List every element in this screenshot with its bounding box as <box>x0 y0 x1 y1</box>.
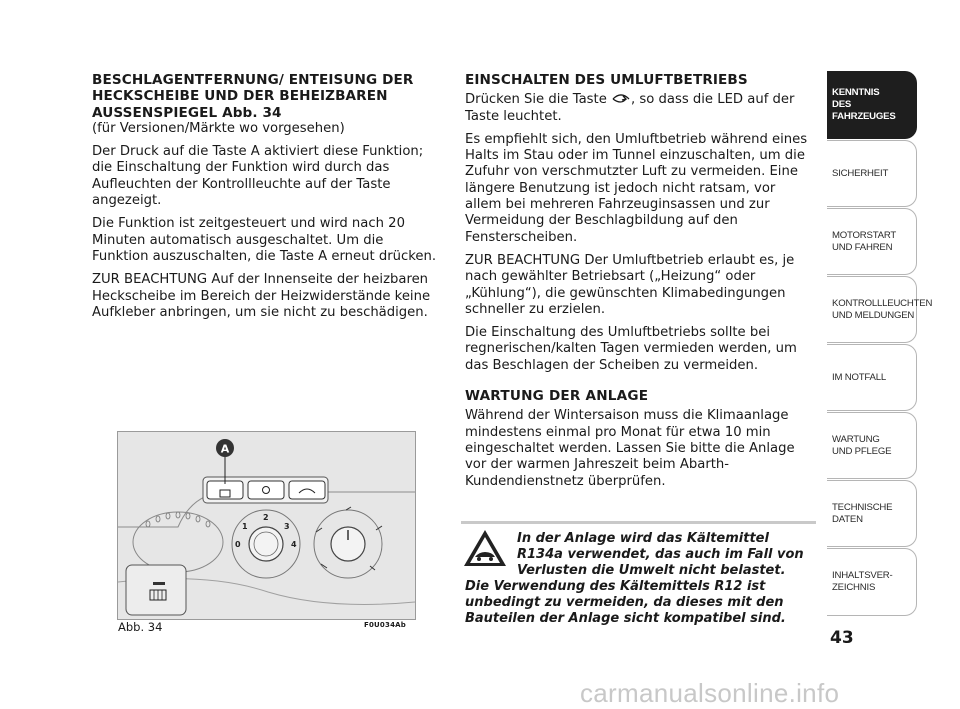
climate-panel-illustration <box>118 432 415 619</box>
warning-text-first: In der Anlage wird das Kältemittel R134a verwendet, das auch im Fall von Verlusten die Umwelt nicht belastet. <box>517 531 804 578</box>
tab-im-notfall[interactable]: IM NOTFALL <box>827 344 917 411</box>
recirculation-paragraph-4: Die Einschaltung des Umluftbetriebs sollte bei regnerischen/kalten Tagen vermieden werden, um das Beschlagen der Scheiben zu vermeiden. <box>465 325 797 373</box>
tab-kenntnis[interactable]: KENNTNIS DES FAHRZEUGES <box>827 71 917 139</box>
defrost-paragraph-3: ZUR BEACHTUNG Auf der Innenseite der heizbaren Heckscheibe im Bereich der Heizwiderstände keine Aufkleber anbringen, um sie nicht zu beschädigen. <box>92 272 431 320</box>
recirculation-heading: EINSCHALTEN DES UMLUFTBETRIEBS <box>465 72 748 88</box>
defrost-subheading: (für Versionen/Märkte wo vorgesehen) <box>92 120 345 136</box>
defrost-heading: BESCHLAGENTFERNUNG/ ENTEISUNG DER HECKSCHEIBE UND DER BEHEIZBAREN AUSSENSPIEGEL Abb. 34 <box>92 72 414 121</box>
recirculation-paragraph-2: Es empfiehlt sich, den Umluftbetrieb während eines Halts im Stau oder im Tunnel einzuschalten, um die Zufuhr von verschmutzter Luft zu vermeiden. Eine längere Benutzung ist jedoch nicht ratsam, vor allem bei mehreren Fahrzeuginsassen und zur Vermeidung der Beschlagbildung auf den Fensterscheiben. <box>465 131 808 245</box>
defrost-paragraph-2: Die Funktion ist zeitgesteuert und wird nach 20 Minuten automatisch ausgeschaltet. Um die Funktion auszuschalten, die Taste A erneut drücken. <box>92 216 437 264</box>
fan-dial-number-2: 2 <box>263 513 269 522</box>
callout-label-a: A <box>220 442 230 456</box>
left-column <box>92 72 444 328</box>
tab-inhaltsverzeichnis[interactable]: INHALTSVER- ZEICHNIS <box>827 548 917 616</box>
tab-technische-daten[interactable]: TECHNISCHE DATEN <box>827 480 917 547</box>
right-column <box>465 72 815 497</box>
warning-divider <box>461 521 816 524</box>
climate-panel-figure <box>117 431 416 620</box>
tab-motorstart[interactable]: MOTORSTART UND FAHREN <box>827 208 917 275</box>
warning-text-rest: Die Verwendung des Kältemittels R12 ist unbedingt zu vermeiden, da dieses mit den Bauteilen der Anlage sicht kompatibel sind. <box>465 579 786 626</box>
recirculation-paragraph-1: Drücken Sie die Taste , so dass die LED auf der Taste leuchtet. <box>465 92 795 124</box>
recirculation-icon <box>611 93 631 104</box>
fan-dial-number-0: 0 <box>235 540 241 549</box>
defrost-paragraph-1: Der Druck auf die Taste A aktiviert diese Funktion; die Einschaltung der Funktion wird durch das Aufleuchten der Kontrollleuchte auf der Taste angezeigt. <box>92 144 424 209</box>
fan-dial-number-1: 1 <box>242 522 248 531</box>
maintenance-heading: WARTUNG DER ANLAGE <box>465 388 649 405</box>
figure-code: F0U034Ab <box>364 621 406 629</box>
warning-text <box>465 531 817 627</box>
figure-caption: Abb. 34 <box>118 620 163 634</box>
maintenance-paragraph: Während der Wintersaison muss die Klimaanlage mindestens einmal pro Monat für etwa 10 min eingeschaltet werden. Lassen Sie bitte die Anlage vor der warmen Jahreszeit beim Abarth-Kundendienstnetz überprüfen. <box>465 408 795 489</box>
watermark: carmanualsonline.info <box>580 678 840 708</box>
fan-dial-number-4: 4 <box>291 540 297 549</box>
tab-kontrollleuchten[interactable]: KONTROLLLEUCHTEN UND MELDUNGEN <box>827 276 917 343</box>
tab-wartung[interactable]: WARTUNG UND PFLEGE <box>827 412 917 479</box>
recirculation-paragraph-3: ZUR BEACHTUNG Der Umluftbetrieb erlaubt es, je nach gewählter Betriebsart („Heizung“ oder „Kühlung“), die gewünschten Klimabedingungen schneller zu erzielen. <box>465 252 795 317</box>
fan-dial-number-3: 3 <box>284 522 290 531</box>
tab-sicherheit[interactable]: SICHERHEIT <box>827 140 917 207</box>
page-number: 43 <box>830 628 854 648</box>
